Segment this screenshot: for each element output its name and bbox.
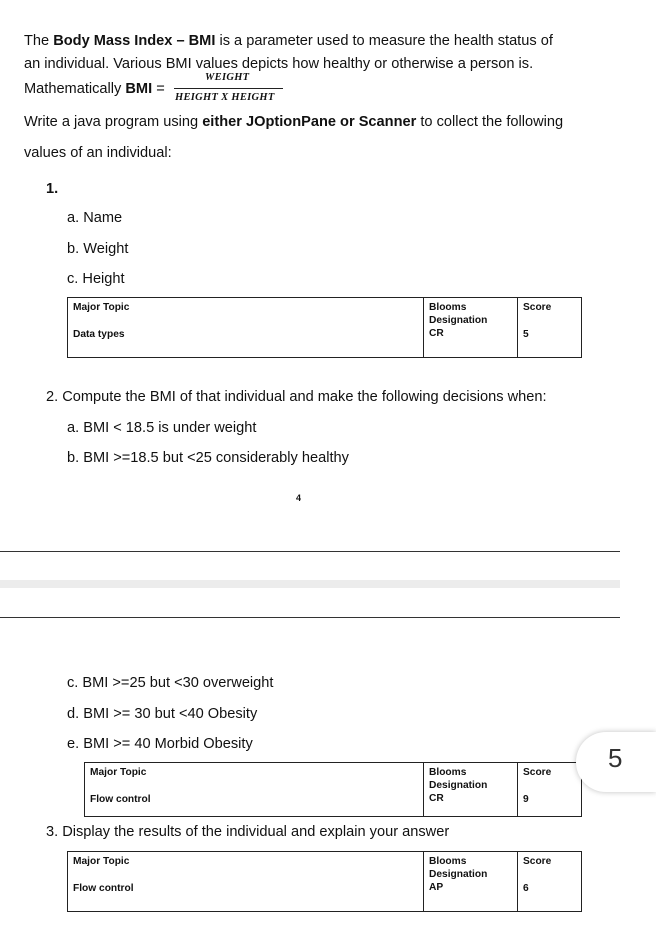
score-cell: Score 9 (518, 763, 582, 817)
major-topic-cell: Major Topic Flow control (90, 767, 151, 805)
formula-label: Mathematically BMI = (24, 81, 165, 97)
q1-number: 1. (46, 181, 59, 197)
page-break-top (0, 551, 620, 552)
score-cell: Score 6 (518, 852, 582, 912)
q1-item-height: c. Height (67, 271, 125, 287)
blooms-cell: Blooms Designation CR (424, 298, 518, 358)
q2-item-b: b. BMI >=18.5 but <25 considerably healthy (67, 450, 349, 466)
formula-numerator: WEIGHT (205, 72, 250, 83)
q2-item-e: e. BMI >= 40 Morbid Obesity (67, 736, 253, 752)
q1-topic-table (67, 297, 582, 358)
intro-line-2: an individual. Various BMI values depicts how healthy or otherwise a person is. (24, 56, 534, 72)
q1-item-name: a. Name (67, 210, 123, 226)
intro-line-1: The Body Mass Index – BMI is a parameter used to measure the health status of (24, 33, 553, 49)
formula-denominator: HEIGHT X HEIGHT (175, 92, 275, 103)
page-break-bottom (0, 617, 620, 618)
q2-text: 2. Compute the BMI of that individual and make the following decisions when: (46, 389, 547, 405)
q2-topic-table (84, 762, 582, 817)
blooms-cell: Blooms Designation CR (424, 763, 518, 817)
blooms-cell: Blooms Designation AP (424, 852, 518, 912)
q2-item-c: c. BMI >=25 but <30 overweight (67, 675, 274, 691)
instruction-line-1: Write a java program using either JOptionPane or Scanner to collect the following (24, 114, 564, 130)
fraction-bar (174, 88, 283, 89)
instruction-line-2: values of an individual: (24, 145, 172, 161)
badge-label: 5 (608, 743, 623, 773)
score-cell: Score 5 (518, 298, 582, 358)
floating-page-badge[interactable] (576, 732, 656, 792)
q2-item-a: a. BMI < 18.5 is under weight (67, 420, 257, 436)
page-number: 4 (296, 493, 302, 503)
q1-item-weight: b. Weight (67, 241, 129, 257)
q3-topic-table (67, 851, 582, 912)
major-topic-cell: Major Topic Flow control (73, 856, 134, 894)
bmi-term: Body Mass Index – BMI (53, 33, 216, 49)
q3-text: 3. Display the results of the individual and explain your answer (46, 824, 450, 840)
major-topic-cell: Major Topic Data types (73, 302, 130, 340)
page-gap (0, 580, 620, 588)
q2-item-d: d. BMI >= 30 but <40 Obesity (67, 706, 258, 722)
